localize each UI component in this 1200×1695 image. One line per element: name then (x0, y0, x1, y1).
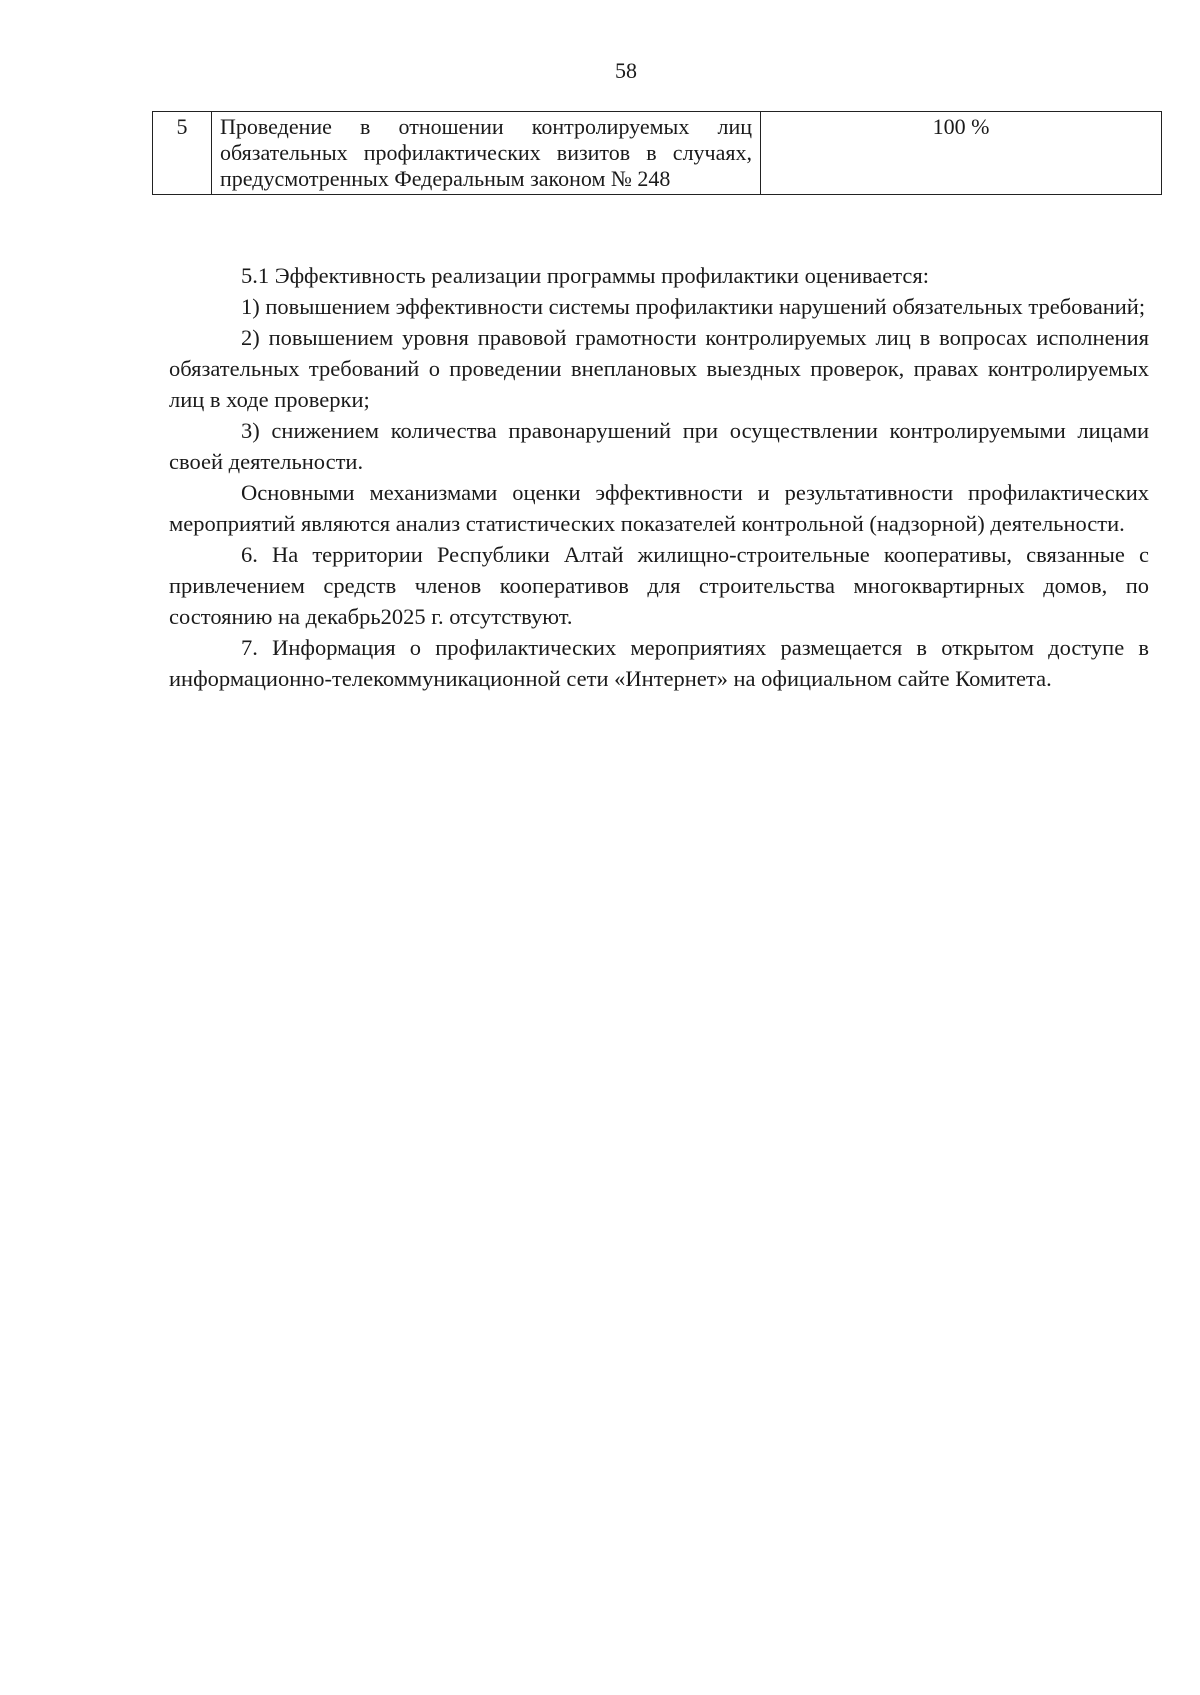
table-row (153, 112, 1162, 195)
paragraph-mechanisms: Основными механизмами оценки эффективности и результативности профилактических мероприятий являются анализ статистических показателей контрольной (надзорной) деятельности. (169, 480, 1149, 536)
row-description: Проведение в отношении контролируемых лиц обязательных профилактических визитов в случаях, предусмотренных Федеральным законом № 248 (212, 112, 761, 195)
row-number: 5 (153, 112, 212, 195)
document-body (169, 260, 1149, 694)
paragraph-item-1: 1) повышением эффективности системы профилактики нарушений обязательных требований; (241, 294, 1146, 319)
page-number: 58 (615, 58, 637, 83)
row-value: 100 % (761, 112, 1162, 195)
paragraph-item-3: 3) снижением количества правонарушений при осуществлении контролируемыми лицами своей деятельности. (169, 418, 1149, 474)
paragraph-item-2: 2) повышением уровня правовой грамотности контролируемых лиц в вопросах исполнения обязательных требований о проведении внеплановых выездных проверок, правах контролируемых лиц в ходе проверки; (169, 325, 1149, 412)
paragraph-section-6: 6. На территории Республики Алтай жилищно-строительные кооперативы, связанные с привлечением средств членов кооперативов для строительства многоквартирных домов, по состоянию на декабрь2025 г. отсутствуют. (169, 542, 1149, 629)
paragraph-effectiveness-intro: 5.1 Эффективность реализации программы профилактики оценивается: (241, 263, 929, 288)
paragraph-section-7: 7. Информация о профилактических мероприятиях размещается в открытом доступе в информационно-телекоммуникационной сети «Интернет» на официальном сайте Комитета. (169, 635, 1149, 691)
indicators-table (152, 111, 1162, 195)
